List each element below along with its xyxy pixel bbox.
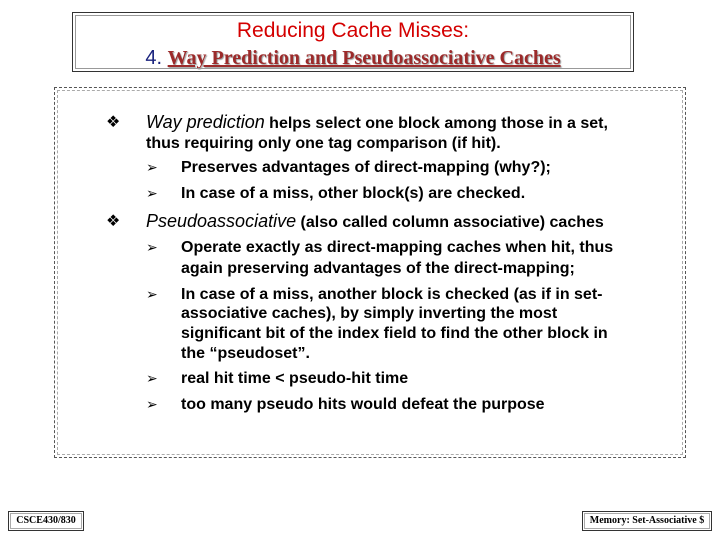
subtitle-number: 4. (145, 47, 163, 69)
bullet-2-sub-2-line-3: significant bit of the index field to find the other block in (181, 325, 608, 342)
bullet-1-line-1 (146, 112, 608, 134)
arrow-bullet-icon: ➢ (146, 186, 158, 202)
bullet-2-lead: Pseudoassociative (146, 211, 297, 231)
title-box (72, 12, 634, 72)
diamond-bullet-icon: ❖ (106, 211, 121, 230)
footer-topic: Memory: Set-Associative $ (582, 511, 712, 531)
arrow-bullet-icon: ➢ (146, 240, 158, 256)
bullet-2-sub-4: too many pseudo hits would defeat the purpose (181, 396, 545, 413)
bullet-1-line-2: thus requiring only one tag comparison (if hit). (146, 135, 501, 152)
bullet-2-rest: (also called column associative) caches (296, 214, 604, 231)
arrow-bullet-icon: ➢ (146, 287, 158, 303)
footer-course-code: CSCE430/830 (8, 511, 84, 531)
bullet-1-sub-2: In case of a miss, other block(s) are checked. (181, 185, 526, 202)
slide-title: Reducing Cache Misses: (236, 19, 470, 42)
bullet-1-lead: Way prediction (146, 112, 265, 132)
subtitle-text: Way Prediction and Pseudoassociative Caches (167, 47, 561, 69)
bullet-1-sub-1: Preserves advantages of direct-mapping (why?); (181, 159, 551, 176)
bullet-2-sub-3: real hit time < pseudo-hit time (181, 370, 409, 387)
slide-subtitle (73, 46, 633, 70)
bullet-2-sub-1-line-2: again preserving advantages of the direct-mapping; (181, 260, 575, 277)
bullet-2-sub-2-line-4: the “pseudoset”. (181, 345, 310, 362)
bullet-2-line-1 (146, 211, 604, 233)
arrow-bullet-icon: ➢ (146, 397, 158, 413)
bullet-1-rest: helps select one block among those in a set, (264, 115, 608, 132)
arrow-bullet-icon: ➢ (146, 160, 158, 176)
bullet-2-sub-2-line-1: In case of a miss, another block is checked (as if in set- (181, 286, 603, 303)
arrow-bullet-icon: ➢ (146, 371, 158, 387)
bullet-2-sub-1-line-1: Operate exactly as direct-mapping caches when hit, thus (181, 239, 614, 256)
bullet-2-sub-2-line-2: associative caches), by simply inverting the most (181, 305, 558, 322)
diamond-bullet-icon: ❖ (106, 112, 121, 131)
